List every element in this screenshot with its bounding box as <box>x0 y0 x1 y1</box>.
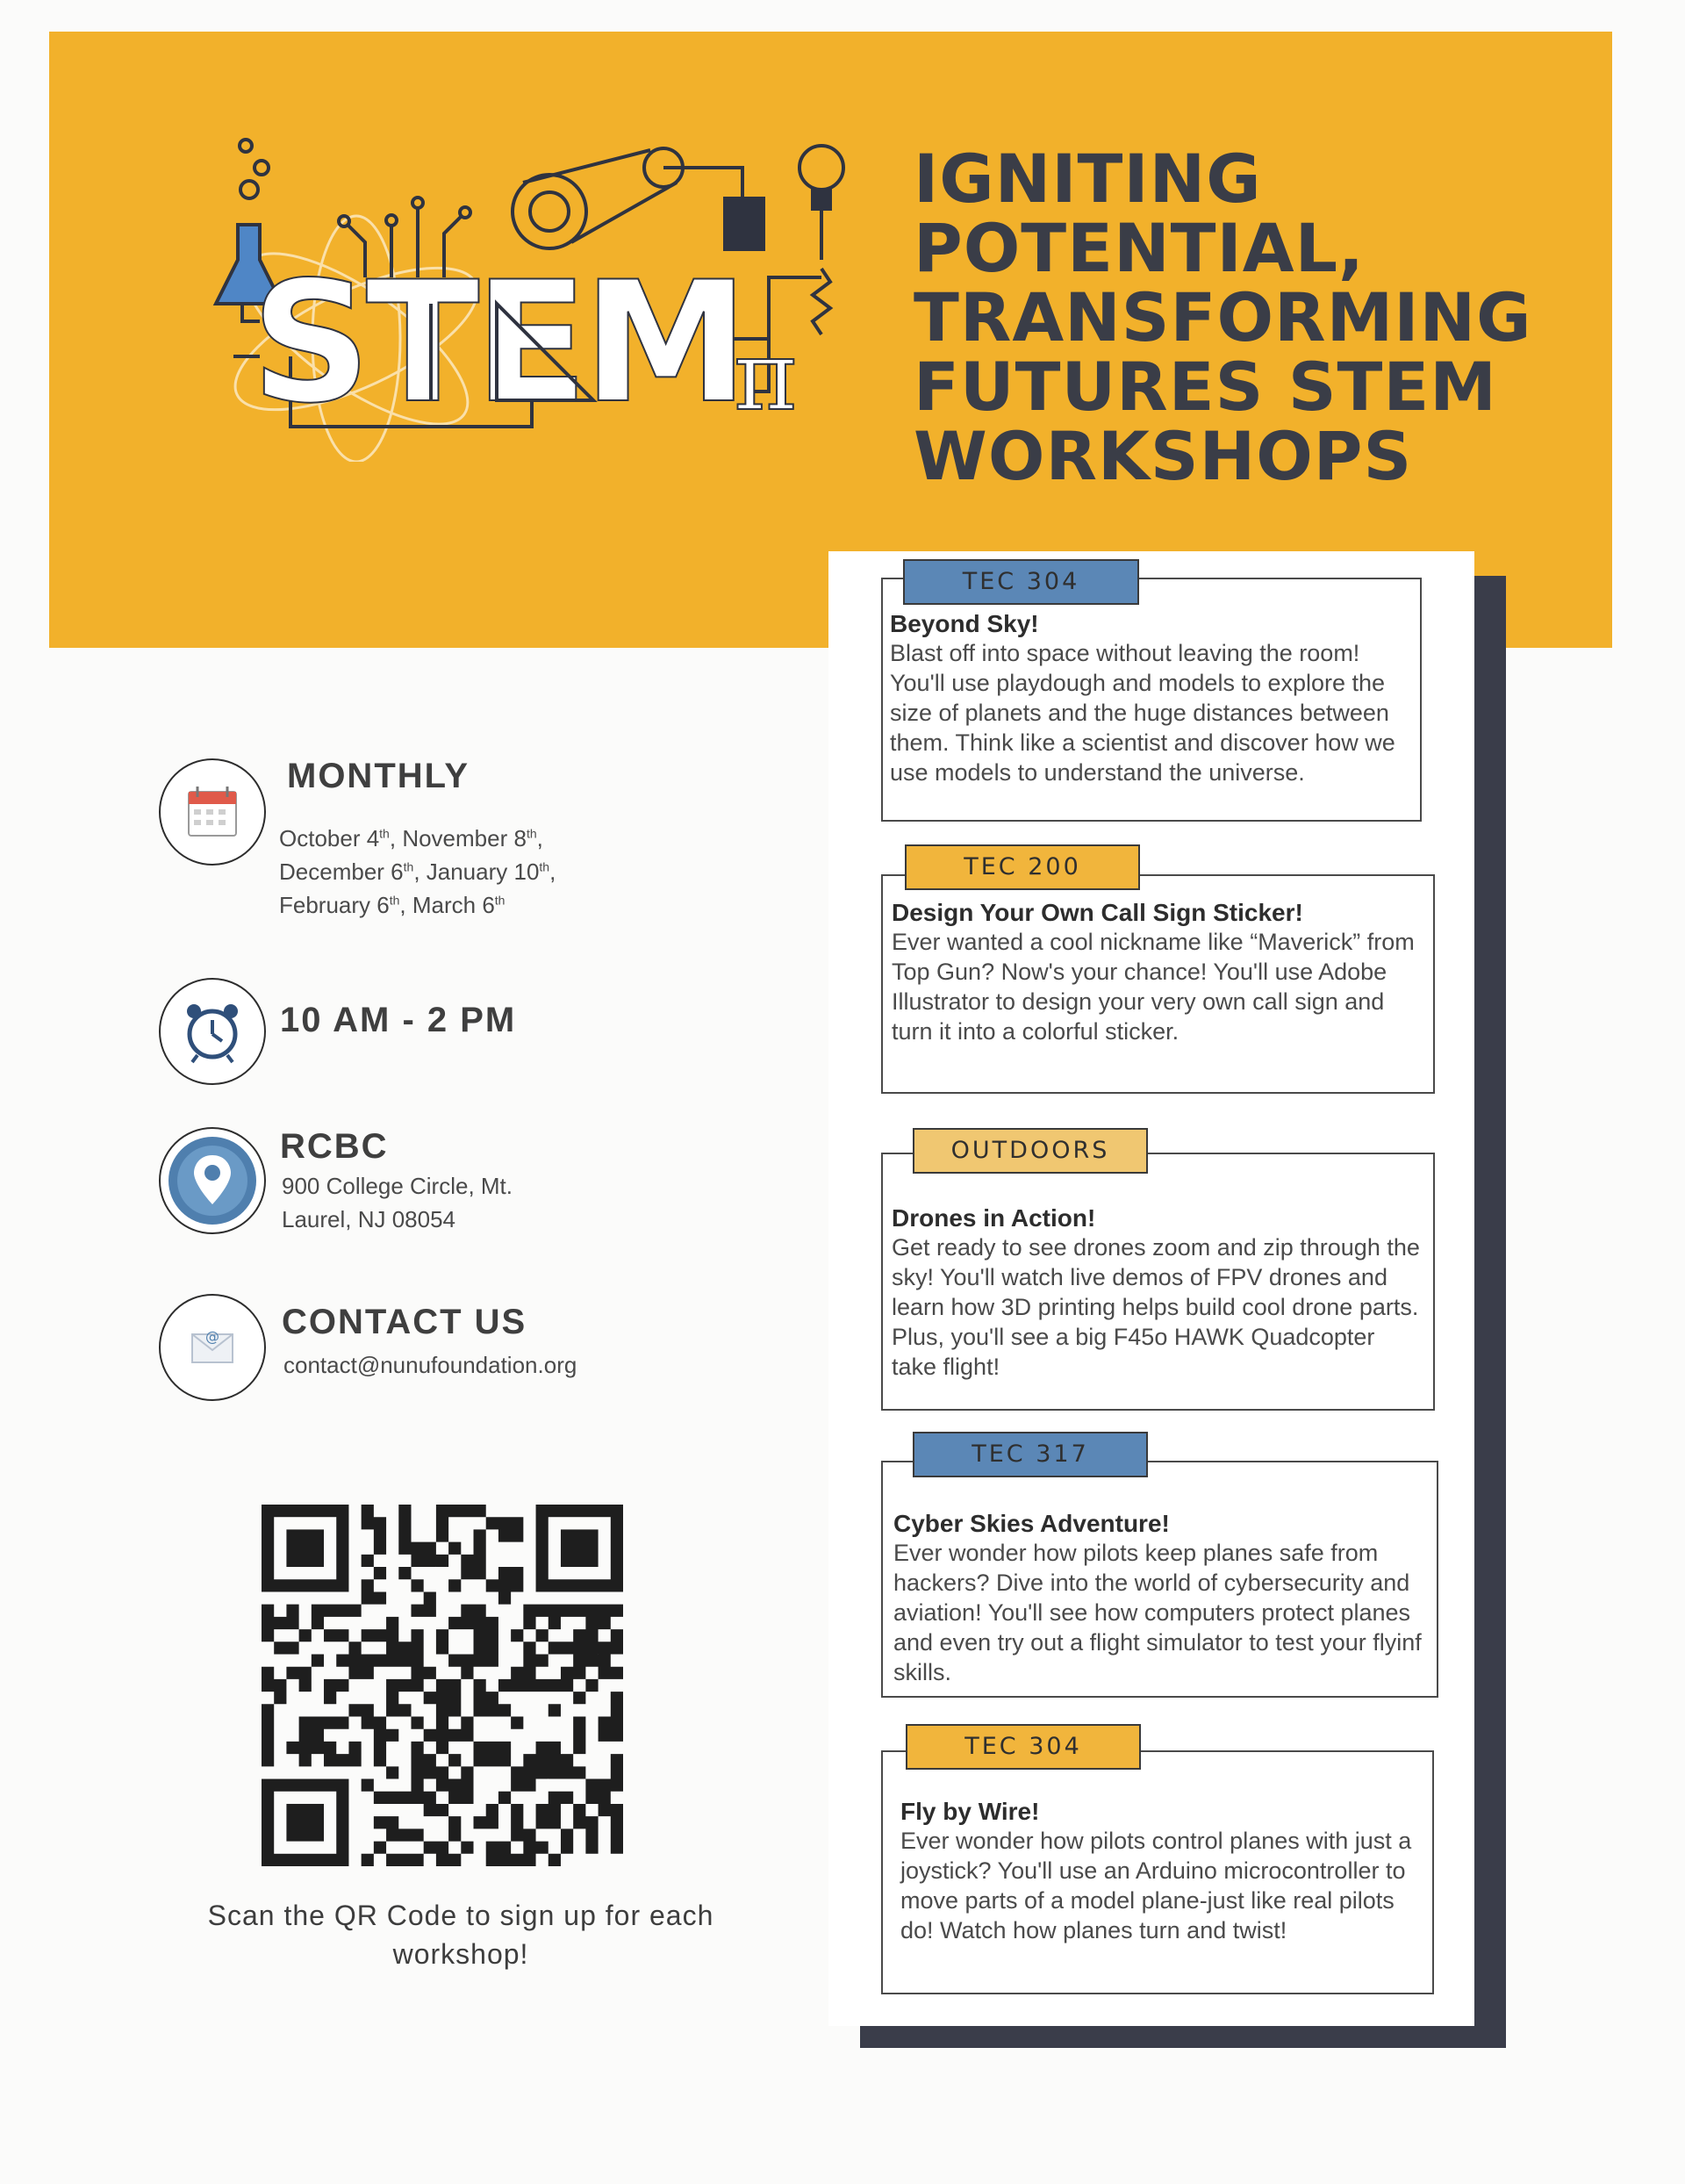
location-heading: RCBC <box>280 1127 389 1166</box>
workshop-tag: TEC 200 <box>905 844 1140 890</box>
workshop-description: Blast off into space without leaving the room! You'll use playdough and models to explore the size of planets and the huge distances between them. Think like a scientist and discover how we use models to understand the universe. <box>890 640 1395 786</box>
workshop-description: Ever wonder how pilots control planes with just a joystick? You'll use an Arduino microcontroller to move parts of a model plane-just like real pilots do! Watch how planes turn and twist! <box>900 1828 1412 1943</box>
title-line: TRANSFORMING <box>914 278 1532 356</box>
title-line: POTENTIAL, <box>914 209 1365 287</box>
flyer-title <box>914 140 1581 495</box>
workshop-description: Ever wanted a cool nickname like “Maverick” from Top Gun? Now's your chance! You'll use Adobe Illustrator to design your very own call sign and turn it into a colorful sticker. <box>892 929 1415 1045</box>
date-item: February 6 <box>279 892 390 918</box>
time-heading: 10 AM - 2 PM <box>280 1001 517 1039</box>
title-line: WORKSHOPS <box>914 417 1413 495</box>
date-suffix: th <box>539 859 550 874</box>
location-pin-icon <box>159 1127 266 1234</box>
email-icon-glyph: @ <box>205 1328 219 1345</box>
stem-logo-pi: π <box>734 320 798 432</box>
schedule-dates <box>279 822 630 922</box>
workshop-description: Get ready to see drones zoom and zip through the sky! You'll watch live demos of FPV drones and learn how 3D printing helps build cool drone parts. Plus, you'll see a big F45o HAWK Quadcopter take flight! <box>892 1234 1420 1380</box>
workshop-tag: TEC 317 <box>913 1432 1148 1477</box>
date-suffix: th <box>403 859 414 874</box>
email-icon <box>159 1294 266 1401</box>
qr-finder-pattern <box>262 1505 348 1591</box>
date-separator: , <box>413 859 427 885</box>
date-separator: , <box>549 859 556 885</box>
date-separator: , <box>536 825 543 851</box>
date-item: November 8 <box>402 825 527 851</box>
qr-caption <box>176 1896 746 1973</box>
stem-logo-word: STEM <box>251 246 744 440</box>
qr-finder-pattern <box>536 1505 623 1591</box>
address-line: Laurel, NJ 08054 <box>282 1206 456 1232</box>
alarm-clock-icon <box>159 978 266 1085</box>
calendar-icon <box>159 758 266 866</box>
workshop-title: Drones in Action! <box>892 1204 1096 1232</box>
workshop-description: Ever wonder how pilots keep planes safe from hackers? Dive into the world of cybersecurity and aviation! You'll see how computers protect planes and even try out a flight simulator to test your flyinf skills. <box>893 1540 1422 1685</box>
workshop-tag: TEC 304 <box>903 559 1139 605</box>
date-separator: , <box>389 825 403 851</box>
address-line: 900 College Circle, Mt. <box>282 1173 513 1199</box>
qr-finder-pattern <box>262 1779 348 1866</box>
date-suffix: th <box>494 893 506 908</box>
date-suffix: th <box>526 826 537 841</box>
date-separator: , <box>399 892 412 918</box>
schedule-heading: MONTHLY <box>287 757 470 795</box>
stem-logo-illustration <box>207 128 874 462</box>
workshop-tag: OUTDOORS <box>913 1128 1148 1174</box>
signup-qr-code[interactable] <box>262 1505 623 1866</box>
title-line: FUTURES STEM <box>914 348 1497 426</box>
workshop-title: Beyond Sky! <box>890 610 1039 637</box>
date-suffix: th <box>379 826 390 841</box>
workshop-title: Fly by Wire! <box>900 1798 1040 1825</box>
location-address <box>282 1169 580 1236</box>
workshop-title: Design Your Own Call Sign Sticker! <box>892 899 1303 926</box>
title-line: IGNITING <box>914 140 1262 218</box>
date-suffix: th <box>389 893 400 908</box>
contact-email[interactable]: contact@nunufoundation.org <box>283 1352 577 1378</box>
date-item: December 6 <box>279 859 404 885</box>
qr-caption-line: Scan the QR Code to sign up for each <box>207 1900 714 1931</box>
date-item: March 6 <box>412 892 495 918</box>
workshop-tag: TEC 304 <box>906 1724 1141 1770</box>
date-item: January 10 <box>426 859 540 885</box>
date-item: October 4 <box>279 825 380 851</box>
contact-heading: CONTACT US <box>282 1303 527 1341</box>
qr-caption-line: workshop! <box>392 1938 529 1970</box>
workshop-title: Cyber Skies Adventure! <box>893 1510 1170 1537</box>
